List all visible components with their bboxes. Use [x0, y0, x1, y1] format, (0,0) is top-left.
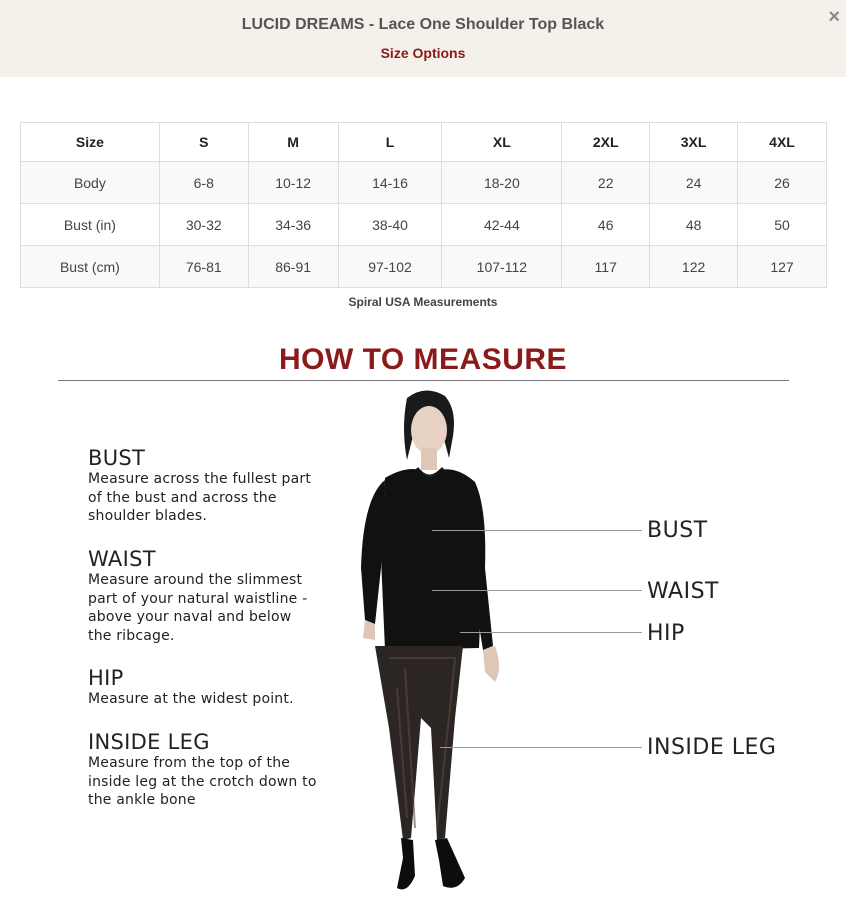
- section-text: Measure across the fullest part: [88, 471, 312, 487]
- table-cell: 10-12: [248, 162, 338, 204]
- section-heading: WAIST: [88, 547, 156, 571]
- inside-leg-callout-label: INSIDE LEG: [647, 735, 777, 760]
- table-cell: 18-20: [442, 162, 562, 204]
- product-title: LUCID DREAMS - Lace One Shoulder Top Black: [241, 16, 605, 33]
- column-header: 4XL: [738, 123, 827, 162]
- table-caption: Spiral USA Measurements: [348, 295, 498, 309]
- model-illustration: [345, 388, 515, 897]
- table-cell: 127: [738, 246, 827, 288]
- table-cell: 24: [650, 162, 738, 204]
- section-text: above your naval and below: [88, 609, 292, 625]
- table-cell: 97-102: [338, 246, 442, 288]
- table-cell: 46: [562, 204, 650, 246]
- table-cell: Bust (cm): [21, 246, 160, 288]
- hip-callout-label: HIP: [647, 621, 685, 646]
- table-cell: 86-91: [248, 246, 338, 288]
- table-cell: 26: [738, 162, 827, 204]
- table-cell: 50: [738, 204, 827, 246]
- table-cell: 76-81: [159, 246, 248, 288]
- section-heading: INSIDE LEG: [88, 730, 210, 754]
- waist-callout-label: WAIST: [647, 579, 719, 604]
- table-cell: Bust (in): [21, 204, 160, 246]
- hip-callout-line: [460, 632, 642, 633]
- table-row: [21, 162, 827, 204]
- section-text: part of your natural waistline -: [88, 590, 308, 607]
- bust-callout-label: BUST: [647, 518, 708, 543]
- waist-instructions: [88, 547, 338, 645]
- waist-callout-line: [432, 590, 642, 591]
- inside-leg-callout-line: [440, 747, 642, 748]
- table-cell: 42-44: [442, 204, 562, 246]
- table-cell: 30-32: [159, 204, 248, 246]
- section-text: Measure from the top of the: [88, 755, 291, 771]
- section-heading: HIP: [88, 666, 124, 690]
- section-text: the ribcage.: [88, 627, 175, 644]
- table-cell: 34-36: [248, 204, 338, 246]
- inside-leg-instructions: [88, 730, 338, 810]
- column-header: 3XL: [650, 123, 738, 162]
- column-header: XL: [442, 123, 562, 162]
- table-cell: 117: [562, 246, 650, 288]
- column-header: M: [248, 123, 338, 162]
- column-header: 2XL: [562, 123, 650, 162]
- section-text: shoulder blades.: [88, 508, 208, 524]
- table-cell: 22: [562, 162, 650, 204]
- close-icon[interactable]: ×: [828, 6, 840, 28]
- section-heading: BUST: [88, 446, 146, 470]
- table-cell: Body: [21, 162, 160, 204]
- column-header: S: [159, 123, 248, 162]
- section-text: Measure around the slimmest: [88, 572, 303, 588]
- table-row: [21, 246, 827, 288]
- section-text: the ankle bone: [88, 792, 196, 808]
- size-options-heading: Size Options: [380, 45, 466, 61]
- table-row: [21, 204, 827, 246]
- table-header-row: [21, 123, 827, 162]
- how-to-measure-heading: HOW TO MEASURE: [278, 343, 568, 376]
- modal-header: [0, 0, 846, 77]
- divider: [58, 380, 789, 381]
- section-text: inside leg at the crotch down to: [88, 773, 317, 790]
- column-header: Size: [21, 123, 160, 162]
- bust-instructions: [88, 446, 338, 526]
- section-text: of the bust and across the: [88, 489, 277, 506]
- table-cell: 6-8: [159, 162, 248, 204]
- table-cell: 38-40: [338, 204, 442, 246]
- size-chart-table: [20, 122, 827, 288]
- table-cell: 14-16: [338, 162, 442, 204]
- section-text: Measure at the widest point.: [88, 691, 294, 707]
- table-cell: 122: [650, 246, 738, 288]
- bust-callout-line: [432, 530, 642, 531]
- column-header: L: [338, 123, 442, 162]
- table-cell: 48: [650, 204, 738, 246]
- table-cell: 107-112: [442, 246, 562, 288]
- hip-instructions: [88, 666, 338, 709]
